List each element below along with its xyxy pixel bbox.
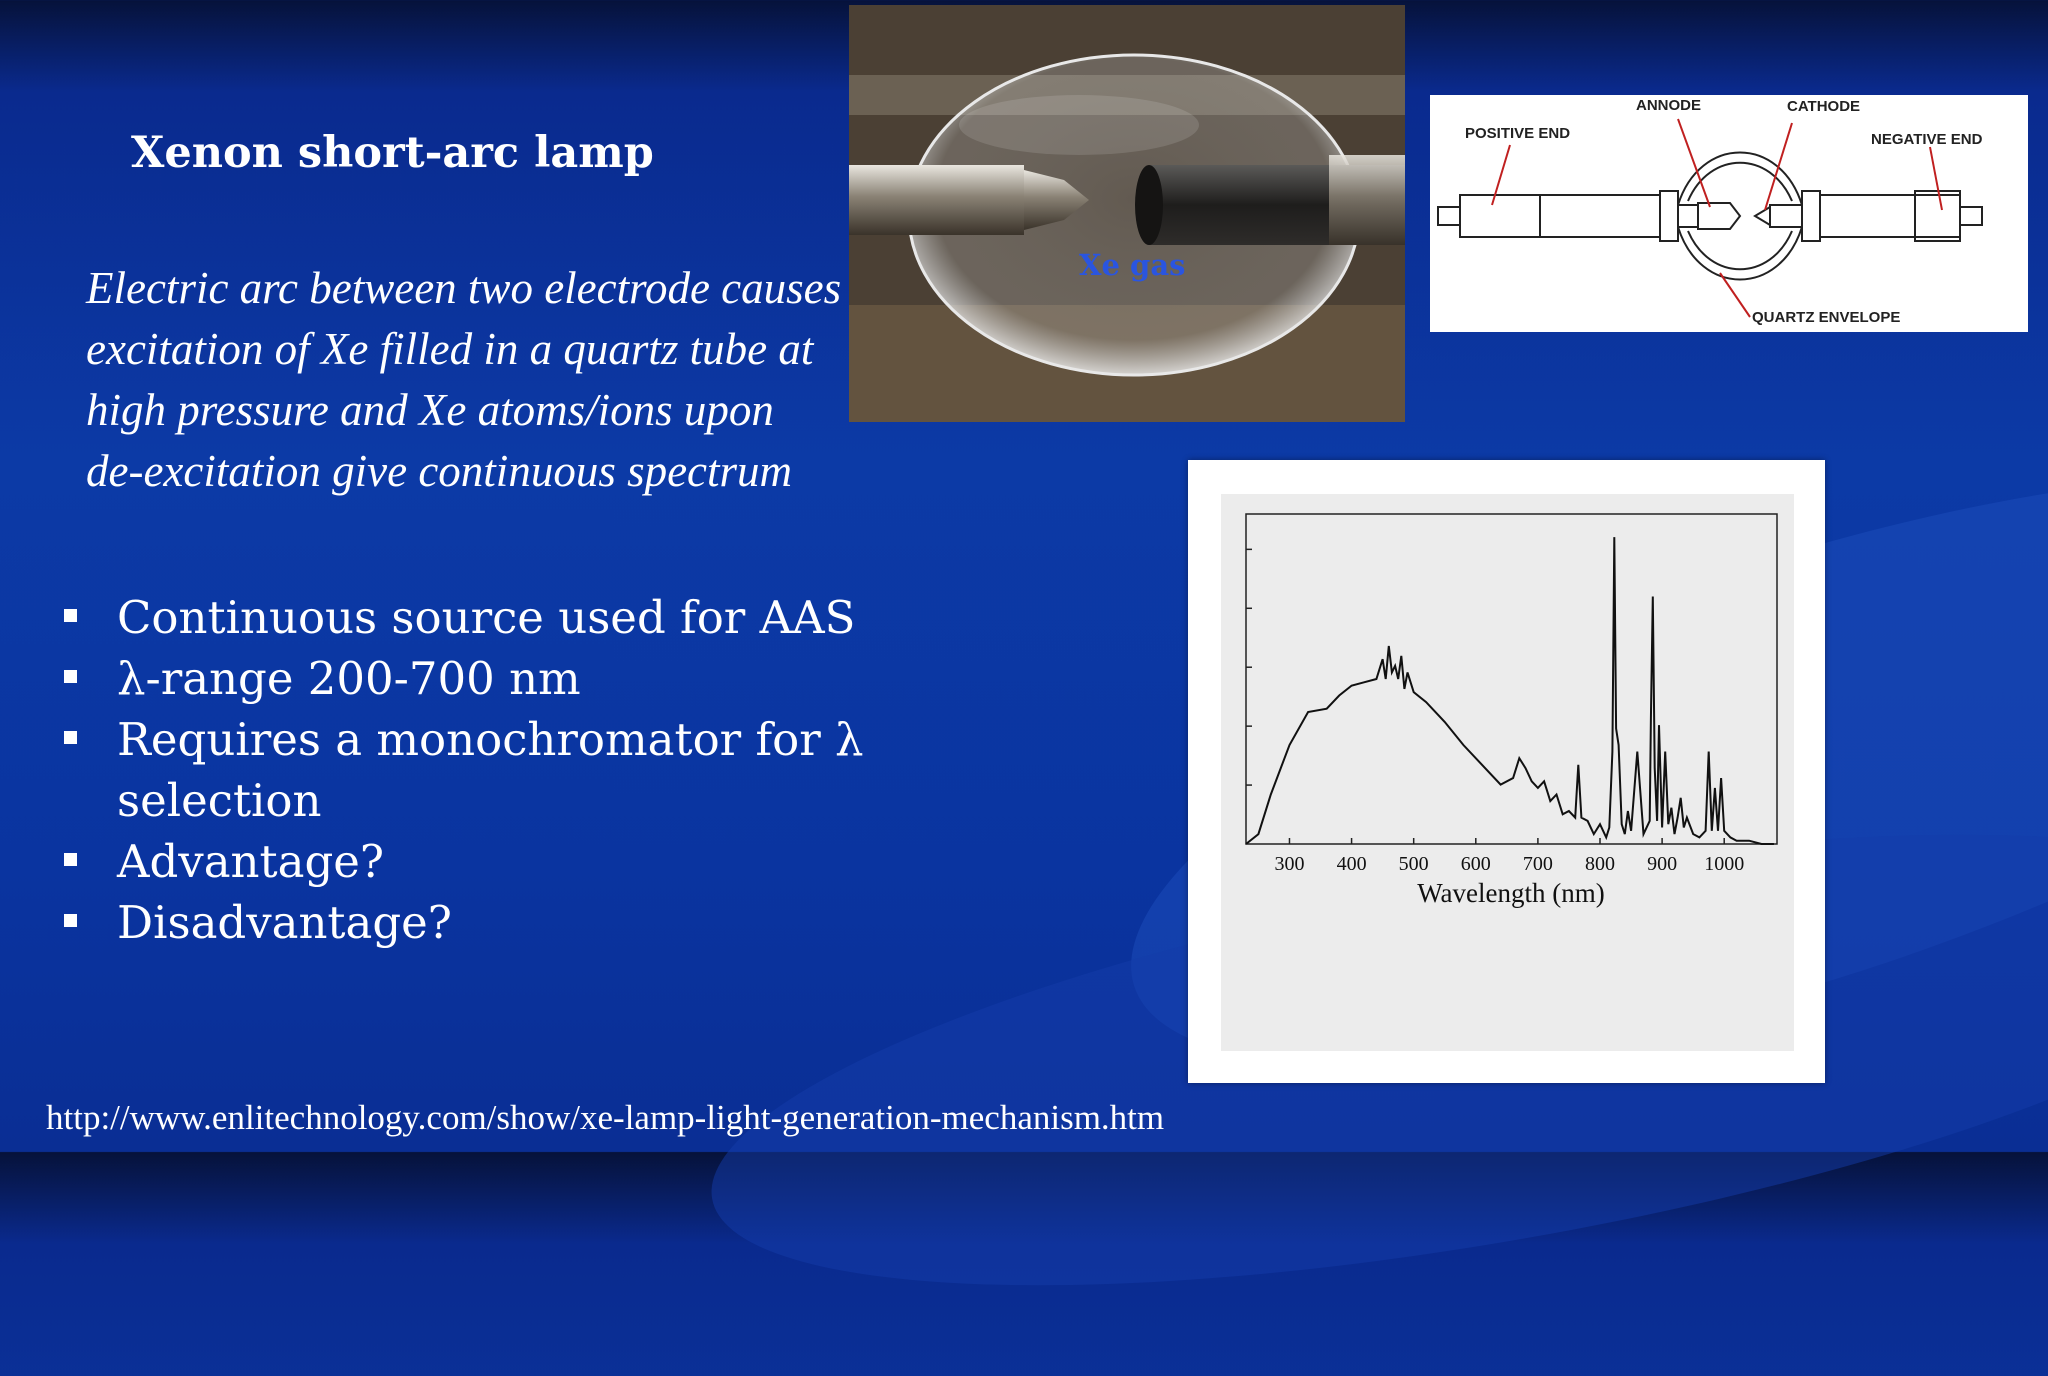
bullet-text: Advantage?	[117, 835, 385, 888]
bullet-square-icon	[64, 914, 77, 927]
plot-frame	[1246, 514, 1777, 844]
bullet-item	[60, 648, 864, 709]
spectrum-series-line	[1246, 537, 1774, 844]
x-tick-label: 400	[1336, 853, 1367, 875]
lamp-photo-drawing	[849, 5, 1405, 422]
x-tick-label: 300	[1274, 853, 1305, 875]
x-tick-label: 800	[1585, 853, 1615, 875]
x-tick-label: 1000	[1704, 853, 1745, 875]
bullet-continuation	[60, 770, 864, 831]
bullet-item	[60, 709, 864, 770]
bullet-square-icon	[64, 670, 77, 683]
bullet-item	[60, 831, 864, 892]
annode-label: ANNODE	[1636, 97, 1702, 114]
spectrum-plot-background	[1221, 494, 1794, 1051]
bullet-text: Requires a monochromator for λ	[117, 713, 864, 766]
bullet-square-icon	[64, 853, 77, 866]
negative-end-label: NEGATIVE END	[1871, 131, 1983, 148]
bullet-item	[60, 892, 864, 953]
xe-gas-label: Xe gas	[1079, 248, 1186, 282]
quartz-envelope-label: QUARTZ ENVELOPE	[1752, 309, 1901, 326]
x-tick-label: 700	[1522, 853, 1553, 875]
bullet-text: Disadvantage?	[117, 896, 452, 949]
description-line: Electric arc between two electrode causes	[86, 263, 842, 313]
source-url-link[interactable]: http://www.enlitechnology.com/show/xe-lamp-light-generation-mechanism.htm	[46, 1098, 1165, 1137]
bullet-list	[60, 587, 864, 953]
description-paragraph	[86, 258, 846, 502]
bullet-square-icon	[64, 731, 77, 744]
cathode-label: CATHODE	[1787, 98, 1861, 115]
lamp-diagram	[1430, 95, 2028, 332]
x-axis-label: Wavelength (nm)	[1417, 878, 1605, 908]
slide-title: Xenon short-arc lamp	[131, 128, 654, 178]
bullet-text: λ-range 200-700 nm	[117, 652, 581, 705]
x-tick-label: 600	[1460, 853, 1491, 875]
bullet-square-icon	[64, 609, 77, 622]
y-ticks	[1246, 549, 1252, 785]
positive-end-label: POSITIVE END	[1465, 125, 1571, 142]
x-tick-label: 900	[1647, 853, 1678, 875]
bullet-text: Continuous source used for AAS	[117, 591, 856, 644]
spectrum-svg	[1221, 494, 1794, 1051]
bullet-text: selection	[117, 774, 322, 827]
x-tick-label: 500	[1398, 853, 1429, 875]
lamp-photo	[849, 5, 1405, 422]
spectrum-chart	[1188, 460, 1825, 1083]
description-line: excitation of Xe filled in a quartz tube at	[86, 324, 814, 374]
description-line: high pressure and Xe atoms/ions upon	[86, 385, 774, 435]
bullet-item	[60, 587, 864, 648]
description-line: de-excitation give continuous spectrum	[86, 446, 793, 496]
